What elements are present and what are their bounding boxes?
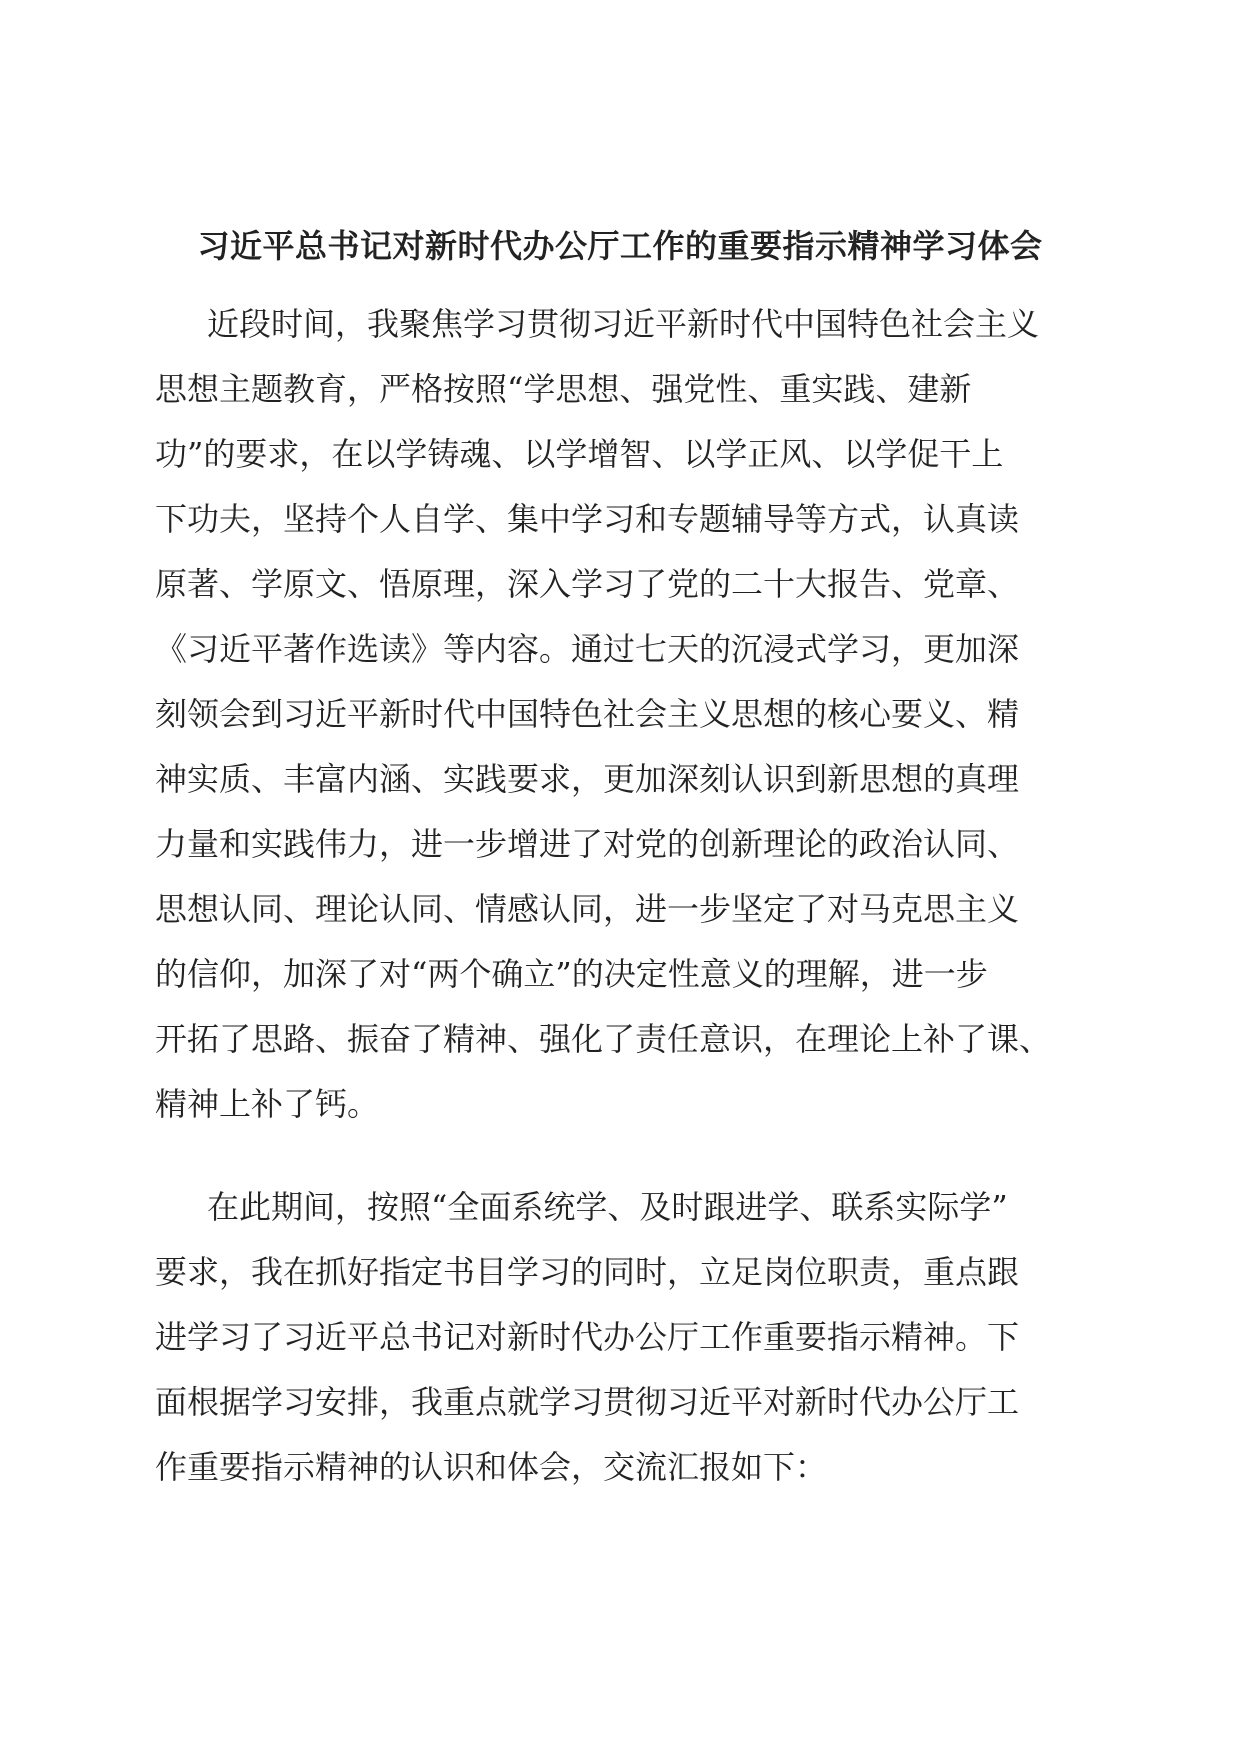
document-title: 习近平总书记对新时代办公厅工作的重要指示精神学习体会 [197,227,1043,265]
text-line: 原著、学原文、悟原理，深入学习了党的二十大报告、党章、 [155,565,1020,603]
text-line: 作重要指示精神的认识和体会，交流汇报如下： [155,1448,828,1486]
text-line: 思想认同、理论认同、情感认同，进一步坚定了对马克思主义 [155,890,1020,928]
text-line: 思想主题教育，严格按照“学思想、强党性、重实践、建新 [155,370,972,408]
paragraph-2 [155,1175,1085,1500]
text-line: 近段时间，我聚焦学习贯彻习近平新时代中国特色社会主义 [207,305,1040,343]
text-line: 开拓了思路、振奋了精神、强化了责任意识，在理论上补了课、 [155,1020,1052,1058]
text-line: 下功夫，坚持个人自学、集中学习和专题辅导等方式，认真读 [155,500,1020,538]
text-line: 功”的要求，在以学铸魂、以学增智、以学正风、以学促干上 [155,435,1004,473]
text-line: 在此期间，按照“全面系统学、及时跟进学、联系实际学” [207,1188,1008,1226]
text-line: 进学习了习近平总书记对新时代办公厅工作重要指示精神。下 [155,1318,1020,1356]
text-line: 要求，我在抓好指定书目学习的同时，立足岗位职责，重点跟 [155,1253,1020,1291]
paragraph-1 [155,292,1085,1137]
text-line: 面根据学习安排，我重点就学习贯彻习近平对新时代办公厅工 [155,1383,1020,1421]
text-line: 《习近平著作选读》等内容。通过七天的沉浸式学习，更加深 [155,630,1020,668]
text-line: 刻领会到习近平新时代中国特色社会主义思想的核心要义、精 [155,695,1020,733]
text-line: 的信仰，加深了对“两个确立”的决定性意义的理解，进一步 [155,955,988,993]
text-line: 神实质、丰富内涵、实践要求，更加深刻认识到新思想的真理 [155,760,1020,798]
text-line: 精神上补了钙。 [155,1085,380,1123]
text-line: 力量和实践伟力，进一步增进了对党的创新理论的政治认同、 [155,825,1020,863]
